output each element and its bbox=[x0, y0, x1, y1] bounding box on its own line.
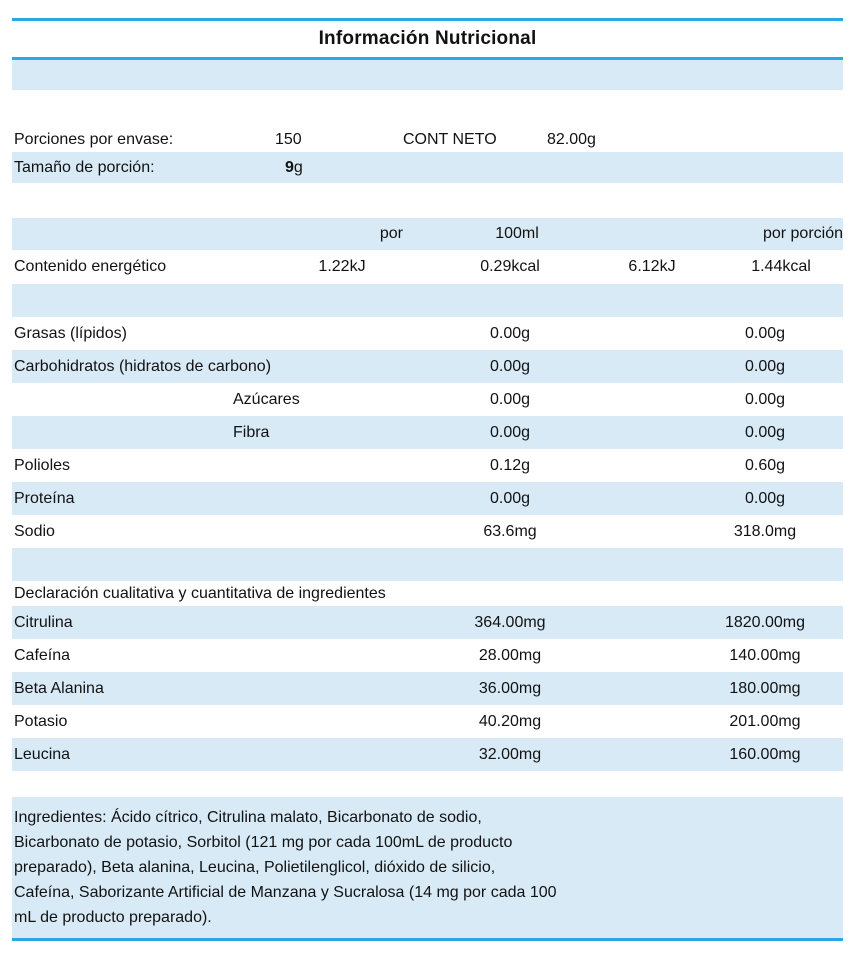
declaration-heading-text: Declaración cualitativa y cuantitativa de ingredientes bbox=[14, 585, 386, 602]
energy-label: Contenido energético bbox=[14, 258, 167, 275]
ingredient-per-portion: 180.00mg bbox=[729, 680, 801, 697]
ingredients-line: mL de producto preparado). bbox=[14, 909, 212, 926]
nutrient-per-portion: 0.00g bbox=[744, 391, 786, 408]
energy-kj-portion: 6.12kJ bbox=[628, 258, 676, 275]
table-row bbox=[12, 672, 843, 705]
energy-kj-100ml: 1.22kJ bbox=[318, 258, 366, 275]
energy-kcal-100ml: 0.29kcal bbox=[480, 258, 540, 275]
nutrient-label: Azúcares bbox=[233, 391, 300, 408]
ingredient-per-portion: 140.00mg bbox=[729, 647, 801, 664]
ingredient-per-portion: 201.00mg bbox=[729, 713, 801, 730]
divider-stripe bbox=[12, 284, 843, 317]
ingredients-line: preparado), Beta alanina, Leucina, Polietilenglicol, dióxido de silicio, bbox=[14, 859, 496, 876]
nutrient-label: Proteína bbox=[14, 490, 75, 507]
ingredient-label: Citrulina bbox=[14, 614, 73, 631]
nutrient-per-portion: 0.00g bbox=[744, 325, 786, 342]
nutrient-label: Grasas (lípidos) bbox=[14, 325, 127, 342]
servings-value: 150 bbox=[275, 131, 302, 148]
ingredients-paragraph bbox=[12, 797, 843, 938]
ingredients-line: Cafeína, Saborizante Artificial de Manzana y Sucralosa (14 mg por cada 100 bbox=[14, 884, 557, 901]
ingredient-per-100ml: 36.00mg bbox=[478, 680, 542, 697]
net-content-value: 82.00g bbox=[547, 131, 596, 148]
energy-kcal-portion: 1.44kcal bbox=[751, 258, 811, 275]
nutrient-per-portion: 318.0mg bbox=[733, 523, 797, 540]
table-row bbox=[12, 449, 843, 482]
page-title: Información Nutricional bbox=[318, 28, 537, 49]
nutrient-label: Carbohidratos (hidratos de carbono) bbox=[14, 358, 272, 375]
serving-size-value bbox=[285, 152, 303, 183]
nutrient-label: Sodio bbox=[14, 523, 55, 540]
servings-row bbox=[12, 128, 843, 152]
header-stripe bbox=[12, 60, 843, 90]
nutrient-per-portion: 0.00g bbox=[744, 358, 786, 375]
nutrient-per-100ml: 0.12g bbox=[489, 457, 531, 474]
declaration-heading bbox=[12, 581, 843, 606]
ingredient-per-100ml: 364.00mg bbox=[474, 614, 546, 631]
col-header-per: por bbox=[379, 225, 403, 242]
ingredient-label: Leucina bbox=[14, 746, 71, 763]
ingredient-per-portion: 160.00mg bbox=[729, 746, 801, 763]
table-row bbox=[12, 482, 843, 515]
col-header-100ml: 100ml bbox=[495, 225, 539, 242]
serving-size-label: Tamaño de porción: bbox=[14, 159, 155, 176]
serving-size-unit: g bbox=[293, 159, 303, 176]
nutrient-label: Polioles bbox=[14, 457, 71, 474]
servings-label: Porciones por envase: bbox=[14, 131, 174, 148]
nutrient-per-100ml: 63.6mg bbox=[483, 523, 537, 540]
table-row bbox=[12, 416, 843, 449]
table-row bbox=[12, 515, 843, 548]
ingredient-per-100ml: 32.00mg bbox=[478, 746, 542, 763]
ingredient-per-100ml: 40.20mg bbox=[478, 713, 542, 730]
ingredient-label: Beta Alanina bbox=[14, 680, 104, 697]
table-row bbox=[12, 639, 843, 672]
table-row bbox=[12, 606, 843, 639]
spacer bbox=[0, 90, 858, 128]
ingredients-line: Bicarbonato de potasio, Sorbitol (121 mg por cada 100mL de producto bbox=[14, 834, 513, 851]
ingredients-line: Ingredientes: Ácido cítrico, Citrulina malato, Bicarbonato de sodio, bbox=[14, 809, 482, 826]
nutrient-per-100ml: 0.00g bbox=[489, 325, 531, 342]
ingredient-per-100ml: 28.00mg bbox=[478, 647, 542, 664]
col-header-portion: por porción bbox=[762, 225, 843, 242]
serving-size-row bbox=[12, 152, 843, 183]
table-row bbox=[12, 383, 843, 416]
spacer bbox=[0, 183, 858, 218]
table-row bbox=[12, 317, 843, 350]
ingredient-label: Potasio bbox=[14, 713, 68, 730]
nutrient-per-portion: 0.00g bbox=[744, 490, 786, 507]
serving-size-number: 9 bbox=[285, 159, 294, 176]
nutrient-per-100ml: 0.00g bbox=[489, 424, 531, 441]
nutrient-per-portion: 0.00g bbox=[744, 424, 786, 441]
table-header-row bbox=[12, 218, 843, 250]
nutrient-per-100ml: 0.00g bbox=[489, 358, 531, 375]
nutrient-label: Fibra bbox=[233, 424, 270, 441]
top-spacer bbox=[0, 0, 858, 18]
divider-stripe bbox=[12, 548, 843, 581]
nutrient-per-100ml: 0.00g bbox=[489, 391, 531, 408]
bottom-rule bbox=[12, 938, 843, 941]
table-row bbox=[12, 350, 843, 383]
spacer bbox=[0, 771, 858, 797]
table-row bbox=[12, 705, 843, 738]
table-row bbox=[12, 738, 843, 771]
ingredient-per-portion: 1820.00mg bbox=[724, 614, 806, 631]
nutrient-per-100ml: 0.00g bbox=[489, 490, 531, 507]
nutrient-per-portion: 0.60g bbox=[744, 457, 786, 474]
energy-row bbox=[12, 250, 843, 284]
ingredient-label: Cafeína bbox=[14, 647, 71, 664]
net-content-label: CONT NETO bbox=[403, 131, 497, 148]
